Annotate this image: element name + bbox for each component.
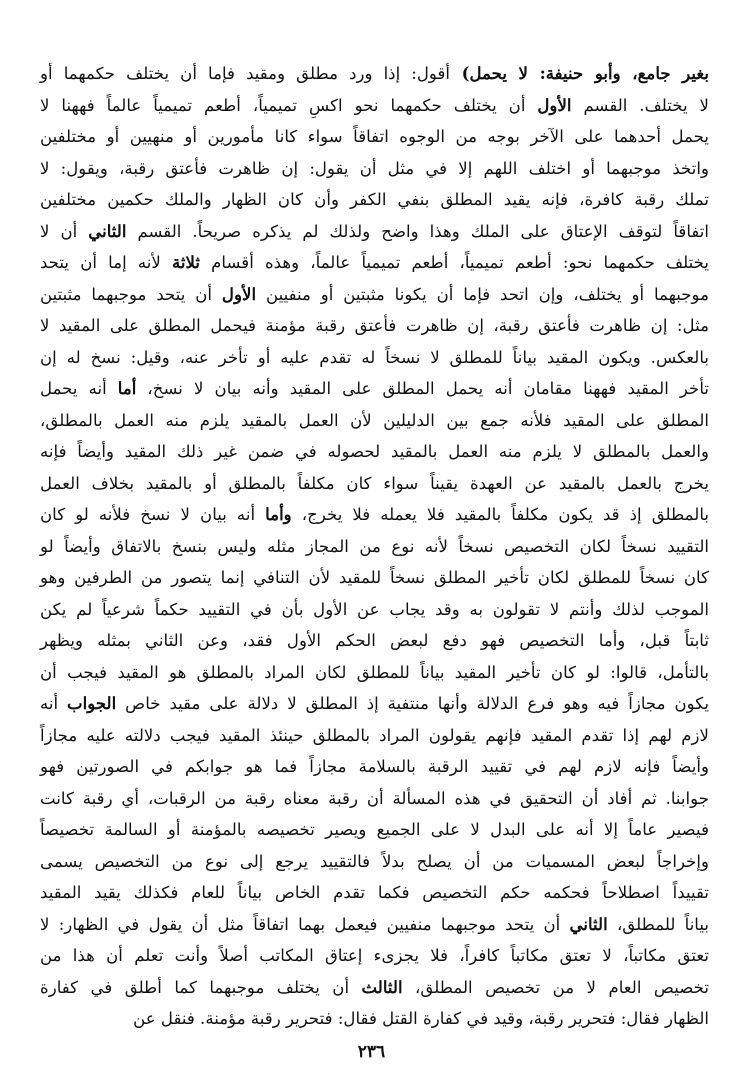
text-run: الظهار فقال: فتحرير رقبة، وقيد في كفارة القتل فقال: فتحرير رقبة مؤمنة. فنقل عن — [133, 1009, 709, 1028]
text-line — [40, 373, 709, 405]
text-line — [40, 783, 709, 815]
text-run: أنه بيان لا نسخ فلأنه لو كان — [40, 505, 266, 524]
text-run: لازم لهم إذا تقدم المقيد فإنهم يقولون المراد بالمطلق حينئذ المقيد فيجب دلالته عليه مجازاً — [40, 725, 709, 745]
text-line — [40, 184, 709, 216]
text-run: يكون مجازاً فيه وهو فرع الدلالة وأنها منتفية إذ المطلق لا دلالة على مقيد خاص — [116, 694, 709, 713]
text-line — [40, 279, 709, 311]
text-line — [40, 499, 709, 531]
text-line — [40, 940, 709, 972]
text-run: بياناً للمطلق، — [607, 914, 709, 934]
text-run: فيصير عاماً إلا أنه على البدل لا على الجميع ويصير تخصيصه بالمؤمنة أو السالمة تخصيصاً — [40, 820, 709, 839]
text-line — [40, 58, 709, 90]
text-run: تملك رقبة كافرة، فإنه يقيد المطلق بنفي الكفر وأن كان الظهار والملك حكمين مختلفين — [40, 190, 709, 209]
text-run: أن يختلف حكمهما نحو اكسِ تميمياً، أطعم تميمياً عالماً فههنا لا — [40, 95, 538, 115]
text-run: تأخر المقيد فههنا مقامان أنه يحمل المطلق على المقيد وأنه بيان لا نسخ، — [136, 379, 709, 398]
bold-term: بغير جامع، وأبو حنيفة: لا يحمل) — [450, 63, 710, 83]
bold-term: ثلاثة — [171, 252, 201, 272]
page-number: ٢٣٦ — [357, 1042, 386, 1062]
text-run: واتخذ موجبهما أو اختلف اللهم إلا في مثل أن يقول: إن ظاهرت فأعتق رقبة، ويقول: لا — [40, 158, 709, 178]
text-run: الموجب لذلك وأنتم لا تقولون به وقد يجاب عن الأول بأن في التقييد حكماً شرعياً لم يكن — [40, 599, 709, 619]
bold-term: الثاني — [569, 913, 608, 934]
text-run: يحمل أحدهما على الآخر بوجه من الوجوه اتفاقاً سواء كانا مأمورين أو منهيين أو مختلفين — [40, 127, 709, 146]
text-run: بالتأمل، قالوا: لو كان تأخير المقيد بياناً للمطلق لكان المراد بالمطلق هو المقيد فيجب أن — [40, 662, 709, 682]
text-line — [40, 405, 709, 437]
text-run: مثل: إن ظاهرت فأعتق رقبة، إن ظاهرت فأعتق رقبة مؤمنة فيحمل المطلق على المقيد لا — [40, 316, 709, 335]
text-line — [40, 153, 709, 185]
text-run: والعمل بالمطلق لا يلزم منه العمل بالمقيد لحصوله في ضمن غير ذلك المقيد وأيضاً فإنه — [40, 442, 709, 461]
text-run: تخصيص العام لا من تخصيص المطلق، — [402, 977, 709, 997]
text-line — [40, 121, 709, 153]
text-line — [40, 562, 709, 594]
bold-term: أما — [117, 378, 137, 398]
text-run: تقييداً اصطلاحاً فحكمه حكم التخصيص فكما تقدم الخاص بياناً للعام فكذلك يقيد المقيد — [40, 883, 709, 902]
bold-term: وأما — [265, 504, 292, 524]
bold-term: الأول — [537, 94, 572, 115]
text-run: بالعكس. ويكون المقيد بياناً للمطلق لا نسخاً له تقدم عليه أو تأخر عنه، وقيل: نسخ له إن — [40, 347, 709, 367]
text-line — [40, 436, 709, 468]
text-run: أن يختلف موجبهما كما أطلق في كفارة — [40, 977, 362, 997]
text-line — [40, 909, 709, 941]
text-line — [40, 531, 709, 563]
text-line — [40, 625, 709, 657]
body-text — [40, 58, 709, 1035]
text-run: موجبهما أو يختلف، وإن اتحد فإما أن يكونا مثبتين أو منفيين — [256, 284, 710, 304]
text-line — [40, 846, 709, 878]
text-run: تعتق مكاتباً، لا تعتق مكاتباً كافراً، فلا يجزىء إعتاق المكاتب أصلاً وأنت تعلم أن هذا من — [40, 946, 709, 965]
text-run: جوابنا. ثم أفاد أن التحقيق في هذه المسألة أن رقبة معناه رقبة من الرقبات، أي رقبة كانت — [40, 788, 709, 808]
text-line — [40, 216, 709, 248]
text-run: اتفاقاً لتوقف الإعتاق على الملك وهذا واضح ولذلك لم يذكره صريحاً. القسم — [126, 221, 710, 241]
text-run: كان نسخاً للمطلق لكان تأخير المطلق نسخاً للمقيد لأن التنافي إنما يتصور من الطرفين وهو — [40, 568, 709, 587]
text-line — [40, 1003, 709, 1035]
bold-term: الجواب — [67, 693, 117, 713]
text-line — [40, 247, 709, 279]
text-run: المطلق على المقيد فلأنه جمع بين الدليلين لأن العمل بالمقيد يلزم منه العمل بالمطلق، — [40, 410, 709, 430]
text-run: يختلف حكمهما نحو: أطعم تميمياً، أطعم تميمياً عالماً، وهذه أقسام — [200, 253, 709, 272]
text-line — [40, 877, 709, 909]
text-run: وأيضاً فإنه لازم لهم في تقييد الرقبة بالسلامة مجازاً فما هو جوابكم في الصورتين فهو — [40, 757, 709, 776]
text-run: لأنه إما أن يتحد — [40, 253, 172, 272]
text-run: يخرج بالعمل بالمقيد عن العهدة يقيناً سواء كان مكلفاً بالمطلق أو بالمقيد بخلاف العمل — [40, 473, 709, 493]
text-line — [40, 972, 709, 1004]
text-run: أن لا — [40, 221, 89, 241]
text-line — [40, 310, 709, 342]
text-run: أنه — [40, 694, 68, 713]
bold-term: الثالث — [361, 976, 403, 997]
text-run: أن يتحد موجبهما منفيين فيعمل بهما اتفاقاً مثل أن يقول في الظهار: لا — [40, 914, 570, 934]
text-line — [40, 814, 709, 846]
bold-term: الثاني — [88, 220, 127, 241]
text-run: بالمطلق إذ قد يكون مكلفاً بالمقيد فلا يعمله فلا يخرج، — [291, 505, 709, 524]
text-line — [40, 657, 709, 689]
text-line — [40, 720, 709, 752]
text-run: التقييد نسخاً لكان التخصيص نسخاً لأنه نوع من المجاز مثله وليس بنسخ بالاتفاق وأيضاً لو — [40, 536, 709, 556]
text-run: أنه يحمل — [40, 379, 118, 398]
text-line — [40, 688, 709, 720]
text-run: ثابتاً قبل، وأما التخصيص فهو دفع لبعض الحكم الأول فقد، وعن الثاني بمثله ويظهر — [40, 631, 709, 650]
text-line — [40, 751, 709, 783]
text-line — [40, 90, 709, 122]
text-line — [40, 342, 709, 374]
text-run: لا يختلف. القسم — [571, 95, 709, 115]
text-run: أقول: إذا ورد مطلق ومقيد فإما أن يختلف حكمهما أو — [40, 64, 451, 83]
text-line — [40, 468, 709, 500]
text-run: وإخراجاً لبعض المسميات من أن يصلح بدلاً فالتقييد يرجع إلى نوع من التخصيص يسمى — [40, 851, 709, 871]
text-line — [40, 594, 709, 626]
bold-term: الأول — [221, 283, 257, 304]
text-run: أن يتحد موجبهما مثبتين — [40, 284, 222, 304]
